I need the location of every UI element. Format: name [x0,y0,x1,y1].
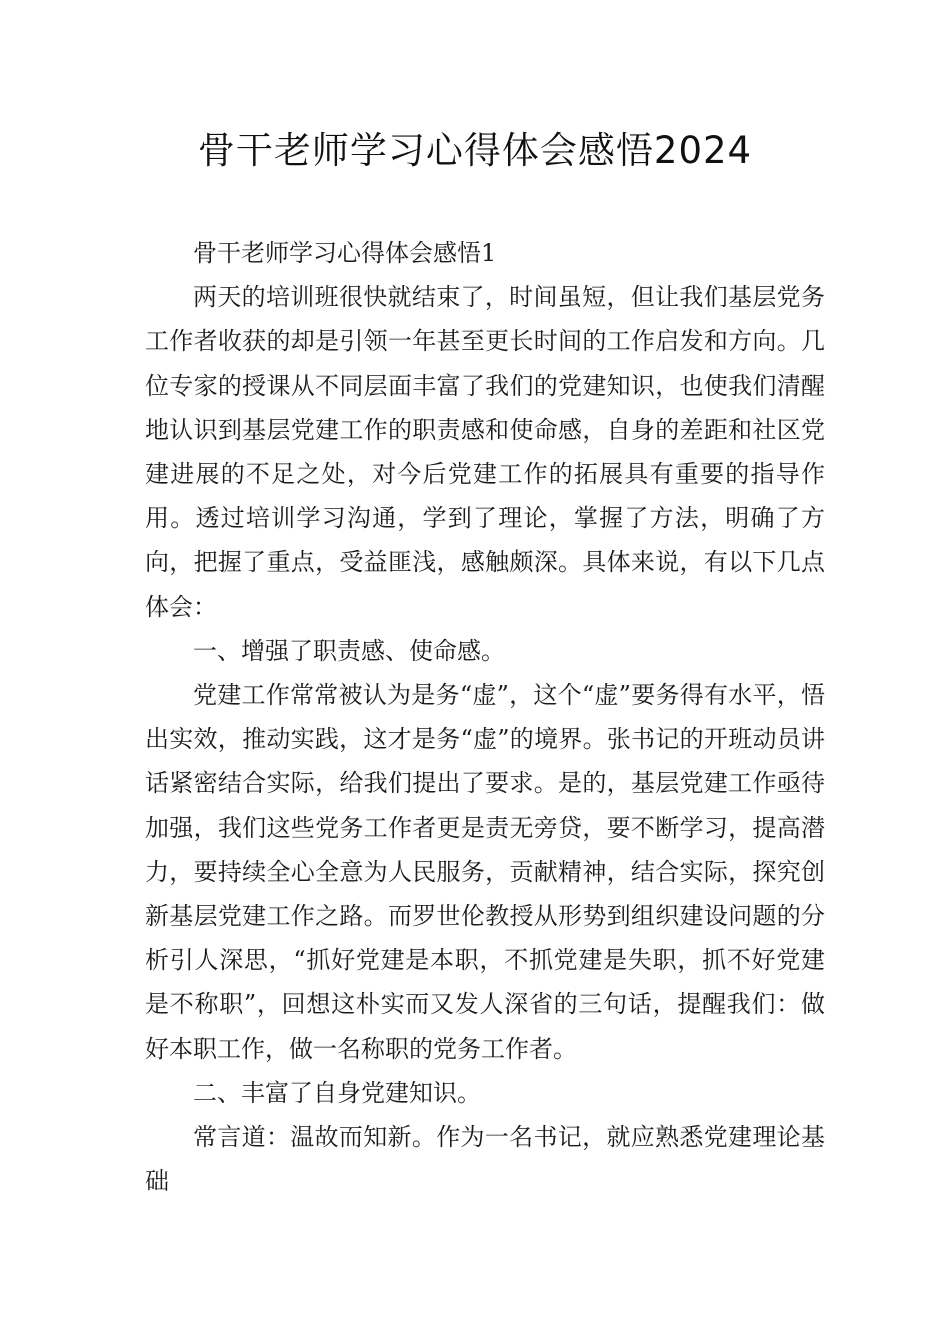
point-heading-2: 二、丰富了自身党建知识。 [193,1078,481,1107]
paragraph-point-1: 党建工作常常被认为是务“虚”，这个“虚”要务得有水平，悟出实效，推动实践，这才是务“虚”的境界。张书记的开班动员讲话紧密结合实际，给我们提出了要求。是的，基层党建工作亟待加强，我们这些党务工作者更是责无旁贷，要不断学习，提高潜力，要持续全心全意为人民服务，贡献精神，结合实际，探究创新基层党建工作之路。而罗世伦教授从形势到组织建设问题的分析引人深思，“抓好党建是本职，不抓党建是失职，抓不好党建是不称职”，回想这朴实而又发人深省的三句话，提醒我们：做好本职工作，做一名称职的党务工作者。 [145,681,825,1063]
document-body [145,231,825,1203]
document-title: 骨干老师学习心得体会感悟2024 [197,129,753,172]
paragraph-point-2: 常言道：温故而知新。作为一名书记，就应熟悉党建理论基础 [145,1123,825,1196]
section-heading-1: 骨干老师学习心得体会感悟1 [193,239,497,267]
point-heading-1: 一、增强了职责感、使命感。 [193,636,505,665]
paragraph-intro: 两天的培训班很快就结束了，时间虽短，但让我们基层党务工作者收获的却是引领一年甚至更长时间的工作启发和方向。几位专家的授课从不同层面丰富了我们的党建知识，也使我们清醒地认识到基层党建工作的职责感和使命感，自身的差距和社区党建进展的不足之处，对今后党建工作的拓展具有重要的指导作用。透过培训学习沟通，学到了理论，掌握了方法，明确了方向，把握了重点，受益匪浅，感触颇深。具体来说，有以下几点体会： [145,283,825,621]
